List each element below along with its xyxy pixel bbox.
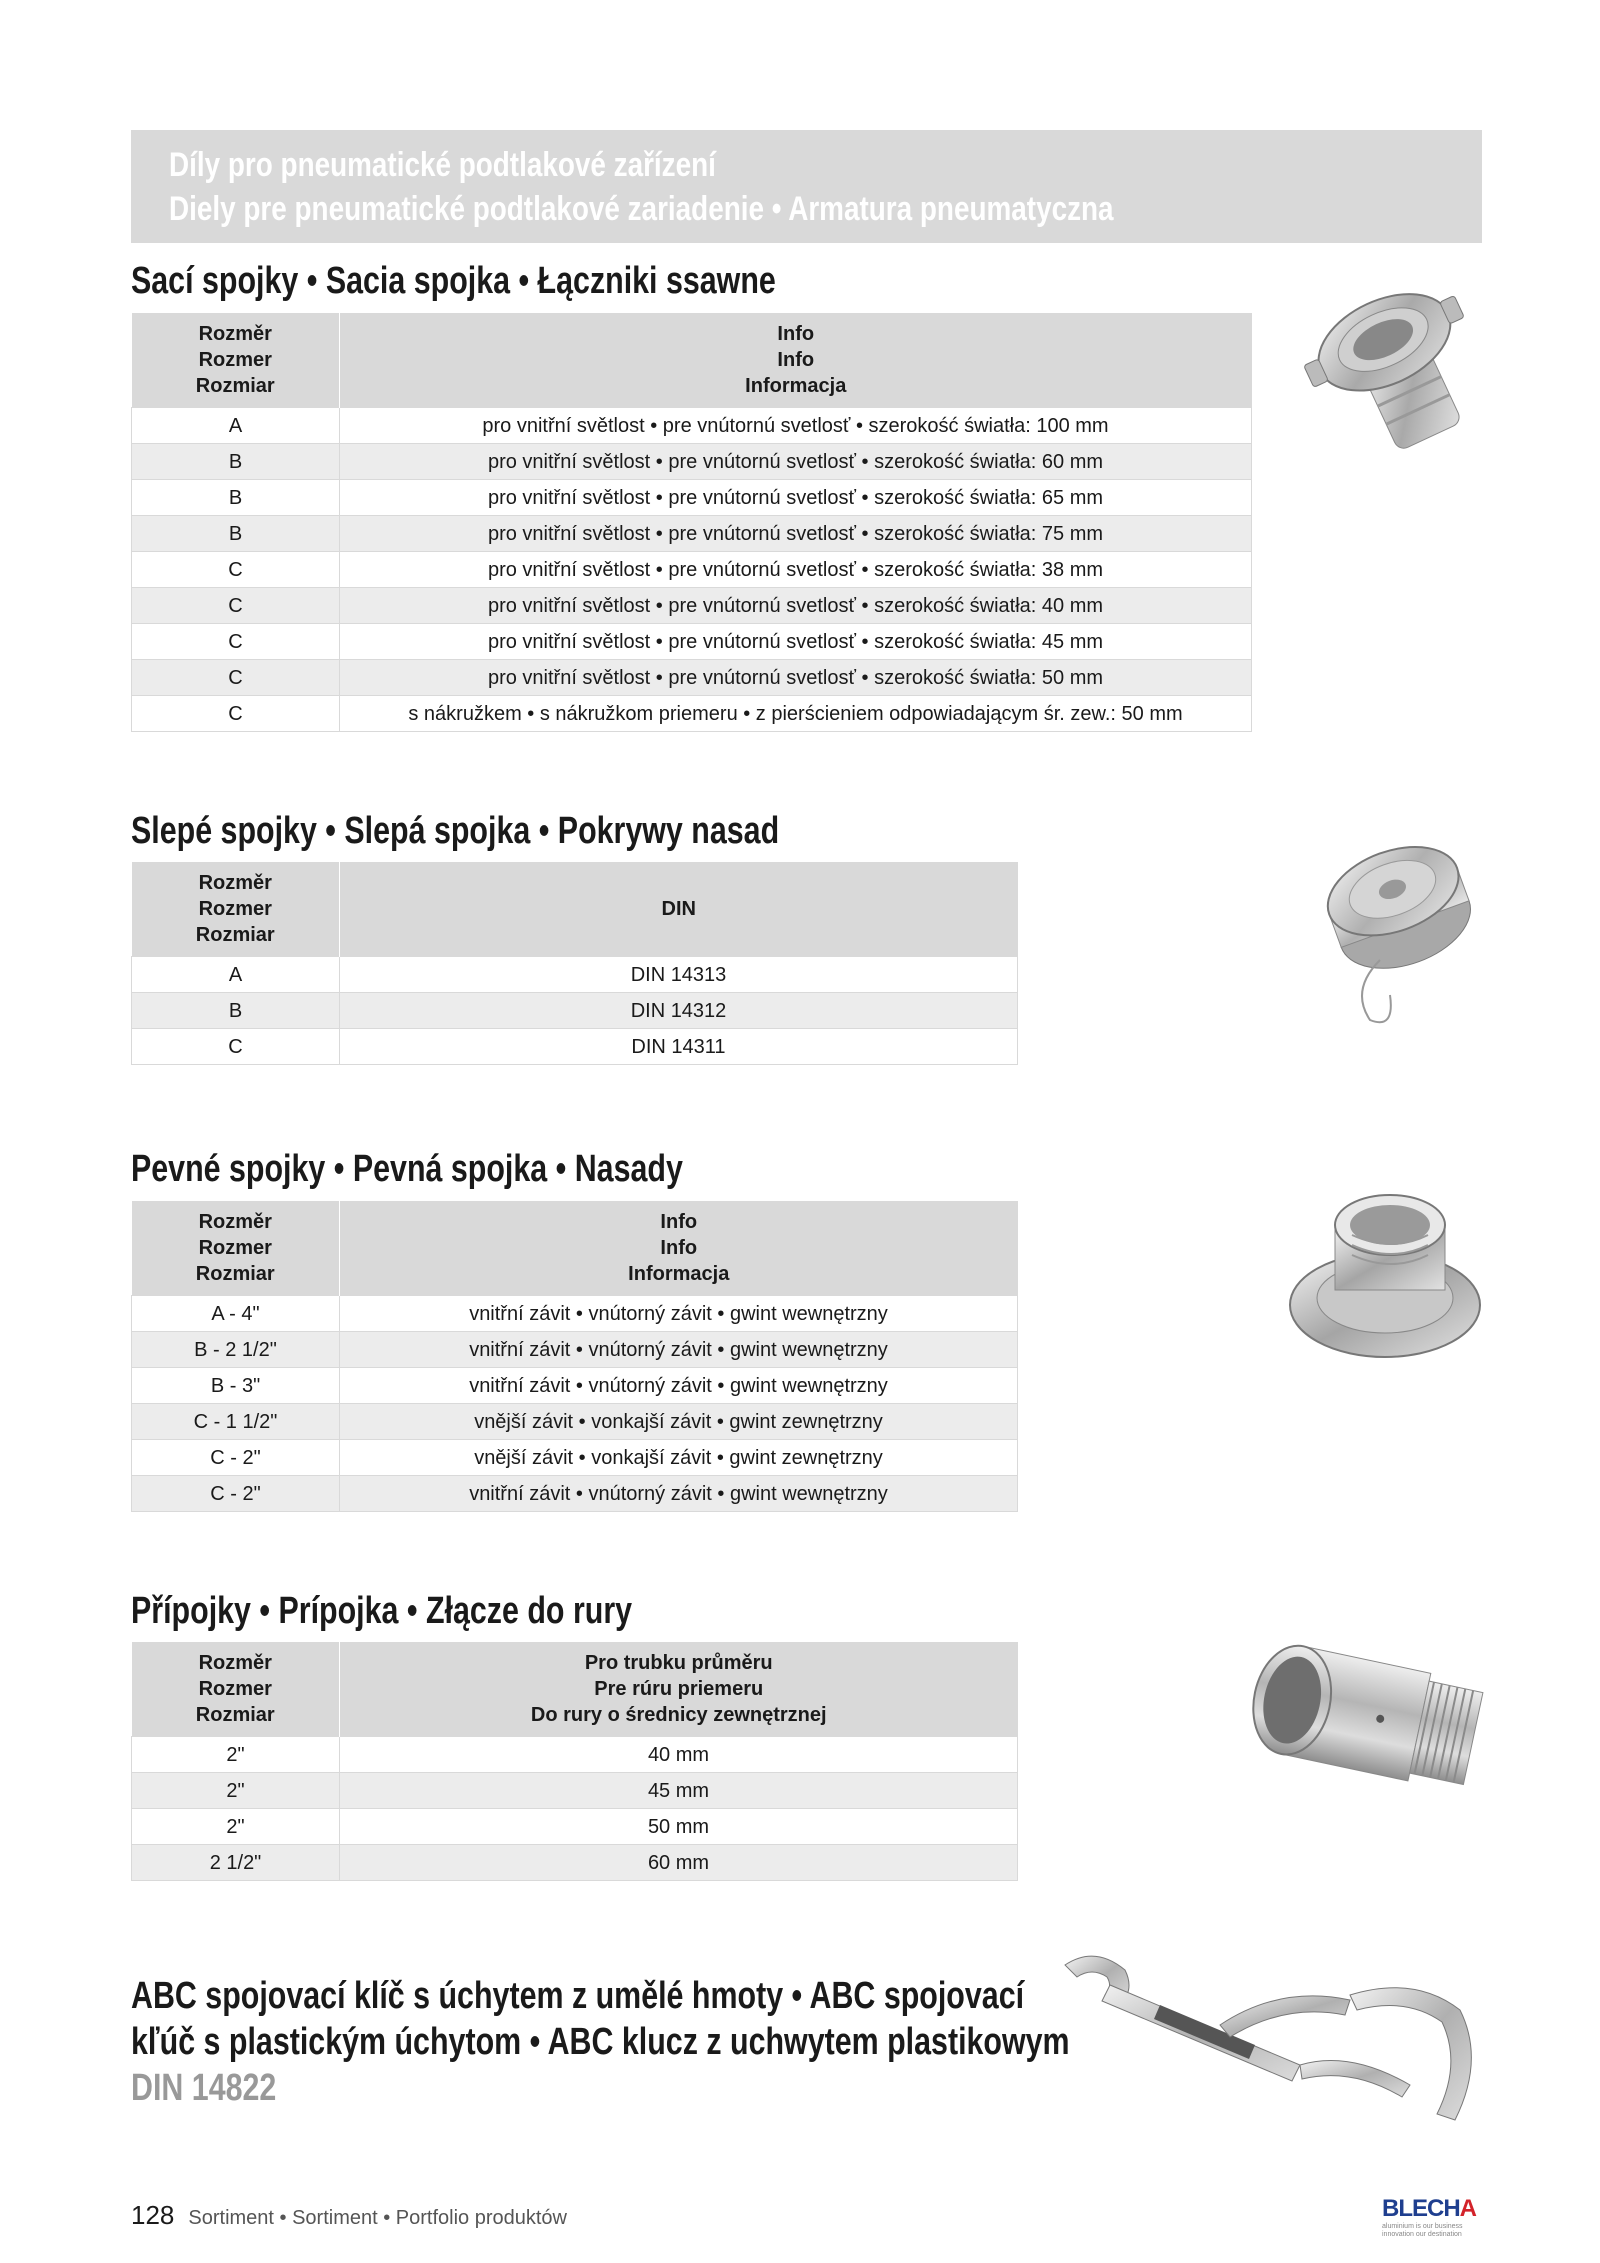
brand-logo: BLECHA aluminium is our business innovation our destination — [1382, 2195, 1477, 2238]
size-cell: 2" — [132, 1809, 340, 1845]
size-cell: C — [132, 624, 340, 660]
info-cell: pro vnitřní světlost • pre vnútornú svetlosť • szerokość światła: 60 mm — [340, 444, 1252, 480]
section-title-blind-couplings: Slepé spojky • Slepá spojka • Pokrywy nasad — [131, 810, 780, 852]
key-title-line1: ABC spojovací klíč s úchytem z umělé hmoty • ABC spojovací — [131, 1975, 1025, 2017]
blind-coupling-image — [1310, 830, 1490, 1030]
size-cell: 2" — [132, 1737, 340, 1773]
din-cell: DIN 14312 — [340, 993, 1018, 1029]
size-cell: A — [132, 957, 340, 993]
table-row — [132, 1773, 1018, 1809]
info-cell: pro vnitřní světlost • pre vnútornú svetlosť • szerokość światła: 45 mm — [340, 624, 1252, 660]
info-cell: vnitřní závit • vnútorný závit • gwint wewnętrzny — [340, 1332, 1018, 1368]
fixed-coupling-image — [1280, 1180, 1490, 1370]
table-row — [132, 1029, 1018, 1065]
size-cell: C — [132, 552, 340, 588]
page-banner — [131, 130, 1482, 243]
table-row — [132, 552, 1252, 588]
din-cell: DIN 14313 — [340, 957, 1018, 993]
section-title-suction-couplings: Sací spojky • Sacia spojka • Łączniki ssawne — [131, 260, 776, 302]
table-row — [132, 444, 1252, 480]
table-row — [132, 516, 1252, 552]
table-header-row — [132, 862, 1018, 957]
size-cell: C - 2" — [132, 1440, 340, 1476]
table-header-row — [132, 1642, 1018, 1737]
size-cell: C — [132, 660, 340, 696]
table-row — [132, 1368, 1018, 1404]
size-cell: 2" — [132, 1773, 340, 1809]
table-header-row — [132, 1201, 1018, 1296]
table-row — [132, 1845, 1018, 1881]
size-cell: B — [132, 480, 340, 516]
info-cell: pro vnitřní světlost • pre vnútornú svetlosť • szerokość światła: 75 mm — [340, 516, 1252, 552]
footer-text: Sortiment • Sortiment • Portfolio produktów — [188, 2207, 567, 2229]
info-cell: s nákružkem • s nákružkom priemeru • z pierścieniem odpowiadającym śr. zew.: 50 mm — [340, 696, 1252, 732]
size-cell: A — [132, 408, 340, 444]
column-header-size: Rozměr Rozmer Rozmiar — [132, 313, 340, 408]
table-row — [132, 1809, 1018, 1845]
size-cell: B — [132, 444, 340, 480]
table-row — [132, 1440, 1018, 1476]
key-title-line2: kľúč s plastickým úchytom • ABC klucz z uchwytem plastikowym — [131, 2021, 1070, 2063]
page-footer — [131, 2200, 567, 2231]
size-cell: B - 3" — [132, 1368, 340, 1404]
column-header-size: Rozměr Rozmer Rozmiar — [132, 1642, 340, 1737]
column-header-info: Info Info Informacja — [340, 1201, 1018, 1296]
info-cell: pro vnitřní světlost • pre vnútornú svetlosť • szerokość światła: 100 mm — [340, 408, 1252, 444]
pipe-connectors-table — [131, 1642, 1018, 1881]
column-header-pipe-diameter: Pro trubku průměru Pre rúru priemeru Do rury o średnicy zewnętrznej — [340, 1642, 1018, 1737]
info-cell: pro vnitřní světlost • pre vnútornú svetlosť • szerokość światła: 50 mm — [340, 660, 1252, 696]
size-cell: 2 1/2" — [132, 1845, 340, 1881]
info-cell: pro vnitřní světlost • pre vnútornú svetlosť • szerokość światła: 38 mm — [340, 552, 1252, 588]
column-header-size: Rozměr Rozmer Rozmiar — [132, 1201, 340, 1296]
pipe-connector-image — [1235, 1630, 1490, 1805]
info-cell: vnější závit • vonkajší závit • gwint zewnętrzny — [340, 1404, 1018, 1440]
page-number: 128 — [131, 2200, 175, 2230]
table-row — [132, 1476, 1018, 1512]
info-cell: vnitřní závit • vnútorný závit • gwint wewnętrzny — [340, 1476, 1018, 1512]
key-section-title — [131, 1973, 1070, 2111]
diameter-cell: 45 mm — [340, 1773, 1018, 1809]
size-cell: C - 2" — [132, 1476, 340, 1512]
table-row — [132, 957, 1018, 993]
suction-coupling-image — [1300, 265, 1490, 465]
info-cell: vnitřní závit • vnútorný závit • gwint wewnętrzny — [340, 1296, 1018, 1332]
size-cell: B — [132, 993, 340, 1029]
table-row — [132, 408, 1252, 444]
table-row — [132, 588, 1252, 624]
table-header-row — [132, 313, 1252, 408]
diameter-cell: 50 mm — [340, 1809, 1018, 1845]
table-row — [132, 1332, 1018, 1368]
info-cell: vnější závit • vonkajší závit • gwint zewnętrzny — [340, 1440, 1018, 1476]
table-row — [132, 1404, 1018, 1440]
column-header-info: Info Info Informacja — [340, 313, 1252, 408]
banner-title-line2: Diely pre pneumatické podtlakové zariadenie • Armatura pneumatyczna — [169, 190, 1114, 228]
column-header-size: Rozměr Rozmer Rozmiar — [132, 862, 340, 957]
table-row — [132, 1737, 1018, 1773]
table-row — [132, 624, 1252, 660]
info-cell: pro vnitřní světlost • pre vnútornú svetlosť • szerokość światła: 40 mm — [340, 588, 1252, 624]
size-cell: C — [132, 588, 340, 624]
table-row — [132, 660, 1252, 696]
diameter-cell: 60 mm — [340, 1845, 1018, 1881]
banner-title-line1: Díly pro pneumatické podtlakové zařízení — [169, 146, 716, 184]
size-cell: C — [132, 696, 340, 732]
diameter-cell: 40 mm — [340, 1737, 1018, 1773]
spanner-key-image — [1050, 1945, 1490, 2125]
section-title-fixed-couplings: Pevné spojky • Pevná spojka • Nasady — [131, 1148, 683, 1190]
size-cell: C - 1 1/2" — [132, 1404, 340, 1440]
din-cell: DIN 14311 — [340, 1029, 1018, 1065]
size-cell: A - 4" — [132, 1296, 340, 1332]
key-din-label: DIN 14822 — [131, 2067, 277, 2109]
table-row — [132, 1296, 1018, 1332]
column-header-din: DIN — [340, 862, 1018, 957]
blind-couplings-table — [131, 862, 1018, 1065]
size-cell: B — [132, 516, 340, 552]
size-cell: B - 2 1/2" — [132, 1332, 340, 1368]
table-row — [132, 993, 1018, 1029]
suction-couplings-table — [131, 313, 1252, 732]
size-cell: C — [132, 1029, 340, 1065]
table-row — [132, 480, 1252, 516]
section-title-pipe-connectors: Přípojky • Prípojka • Złącze do rury — [131, 1590, 633, 1632]
info-cell: vnitřní závit • vnútorný závit • gwint wewnętrzny — [340, 1368, 1018, 1404]
table-row — [132, 696, 1252, 732]
fixed-couplings-table — [131, 1201, 1018, 1512]
info-cell: pro vnitřní světlost • pre vnútornú svetlosť • szerokość światła: 65 mm — [340, 480, 1252, 516]
